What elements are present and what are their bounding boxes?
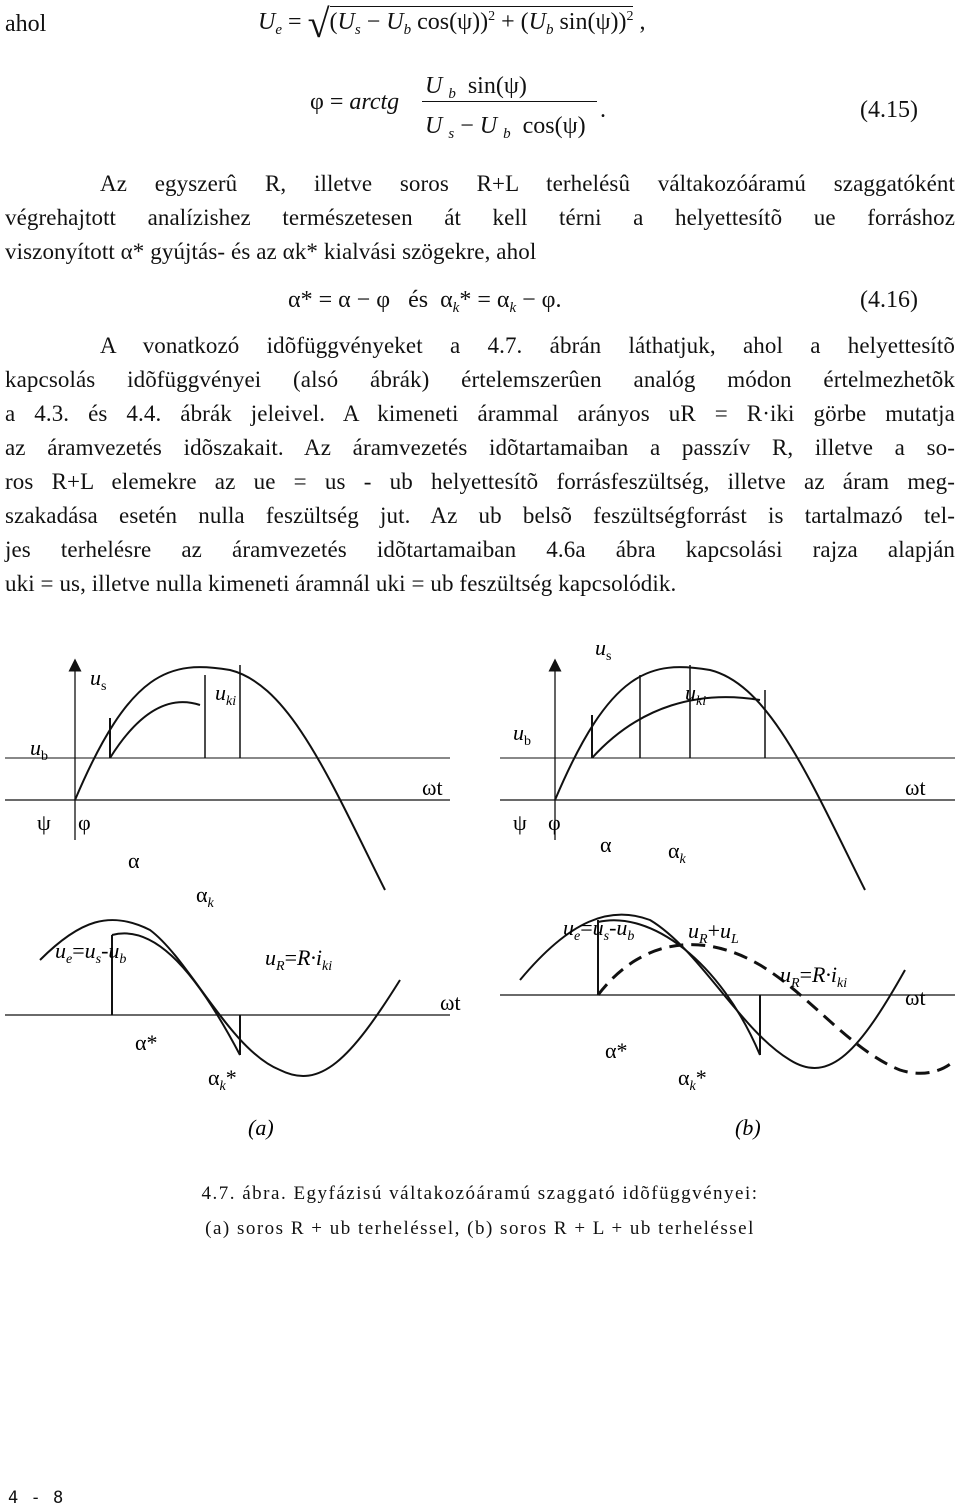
paragraph1-line2: végrehajtott analízishez természetesen át kell térni a helyettesítõ ue forráshoz [5,205,955,230]
svg-text:φ: φ [548,810,561,835]
svg-text:α*: α* [605,1038,628,1063]
equation-number-415: (4.15) [860,97,918,123]
equation-phi-denominator: U $_s$ − U $_b$ cos(ψ) [425,113,586,142]
paragraph1-line3: viszonyított α* gyújtás- és az αk* kialvási szögekre, ahol [5,239,537,264]
paragraph2-line7: jes terhelésre az áramvezetés idõtartamaiban 4.6a ábra kapcsolási rajza alapján [5,537,955,562]
svg-text:uR=R·iki: $u_R=R\cdot i_{ki}$ [780,962,848,991]
equation-phi-numerator: U $_b$ sin(ψ) [425,73,527,102]
svg-text:(a): (a) [248,1115,274,1140]
figure-4-7 [0,630,960,1170]
svg-text:αk: $\alpha_k$ [668,838,686,867]
svg-text:ue=us-ub: $u_e=u_s-u_b$ [563,915,635,944]
svg-text:ue=us-ub: $u_e=u_s-u_b$ [55,938,127,967]
svg-text:uR+uL: $u_R+u_L$ [688,918,739,947]
paragraph2-line4: az áramvezetés idõszakait. Az áramvezetés idõtartamaiban a passzív R, illetve a so- [5,435,955,460]
equation-number-416: (4.16) [860,287,918,313]
svg-text:ψ: ψ [37,810,51,835]
svg-text:uki: $u_{ki}$ [685,680,707,709]
paragraph2-line6: szakadása esetén nulla feszültség jut. Az ub belsõ feszültségforrást is tartalmazó tel- [5,503,955,528]
svg-text:us: $u_s$ [595,635,612,664]
svg-text:uki: $u_{ki}$ [215,680,237,709]
figure-caption-line2: (a) soros R + ub terheléssel, (b) soros R + L + ub terheléssel [205,1218,755,1239]
paragraph2-line8: uki = us, illetve nulla kimeneti áramnál uki = ub feszültség kapcsolódik. [5,571,677,596]
svg-text:ωt: ωt [905,775,926,800]
paragraph2-line3: a 4.3. és 4.4. ábrák jeleivel. A kimeneti árammal arányos uR = R·iki görbe mutatja [5,401,955,426]
panel-b-lower [500,915,955,1140]
svg-text:α: α [128,848,140,873]
panel-b-upper [500,635,955,890]
svg-text:α: α [600,832,612,857]
page-number: 4 - 8 [8,1488,65,1508]
equation-alpha-star: α* = α − φ és $\alpha_k* = \alpha_k - \varphi$. [288,287,562,316]
figure-caption-line1: 4.7. ábra. Egyfázisú váltakozóáramú szaggató idõfüggvényei: [201,1183,759,1204]
svg-text:ωt: ωt [422,775,443,800]
panel-a-upper [5,665,450,911]
svg-text:ub: $u_b$ [513,720,531,749]
svg-text:us: $u_s$ [90,665,107,694]
uki-curve-b [592,697,760,758]
panel-a-lower [5,920,461,1140]
svg-text:αk*: $\alpha_k*$ [678,1065,707,1094]
fraction-bar [422,101,597,102]
equation-ue: $U_e = √(U_s - U_b$ $\cos(\psi))^2 + (U_b$ sin(ψ))$^2$ , [258,1,646,46]
svg-text:uR=R·iki: $u_R=R\cdot i_{ki}$ [265,945,333,974]
svg-text:φ: φ [78,810,91,835]
svg-text:α*: α* [135,1030,158,1055]
svg-text:ωt: ωt [905,985,926,1010]
paragraph2-line5: ros R+L elemekre az ue = us - ub helyettesítõ forrásfeszültség, illetve az áram meg- [5,469,955,494]
svg-text:αk*: $\alpha_k*$ [208,1065,237,1094]
svg-text:ub: $u_b$ [30,735,48,764]
equation-phi: φ = arctg [310,89,400,115]
svg-text:ψ: ψ [513,810,527,835]
ahol-label: ahol [5,11,47,37]
paragraph2-line1: A vonatkozó idõfüggvényeket a 4.7. ábrán láthatjuk, ahol a helyettesítõ [100,333,955,358]
svg-text:ωt: ωt [440,990,461,1015]
svg-text:(b): (b) [735,1115,761,1140]
paragraph2-line2: kapcsolás idõfüggvényei (alsó ábrák) értelemszerûen analóg módon értelmezhetõk [5,367,955,392]
ur-ul-curve-b [598,945,955,1074]
paragraph1-line1: Az egyszerû R, illetve soros R+L terhelésû váltakozóáramú szaggatóként [100,171,955,196]
svg-text:αk: $\alpha_k$ [196,882,214,911]
equation-dot: . [600,97,606,123]
